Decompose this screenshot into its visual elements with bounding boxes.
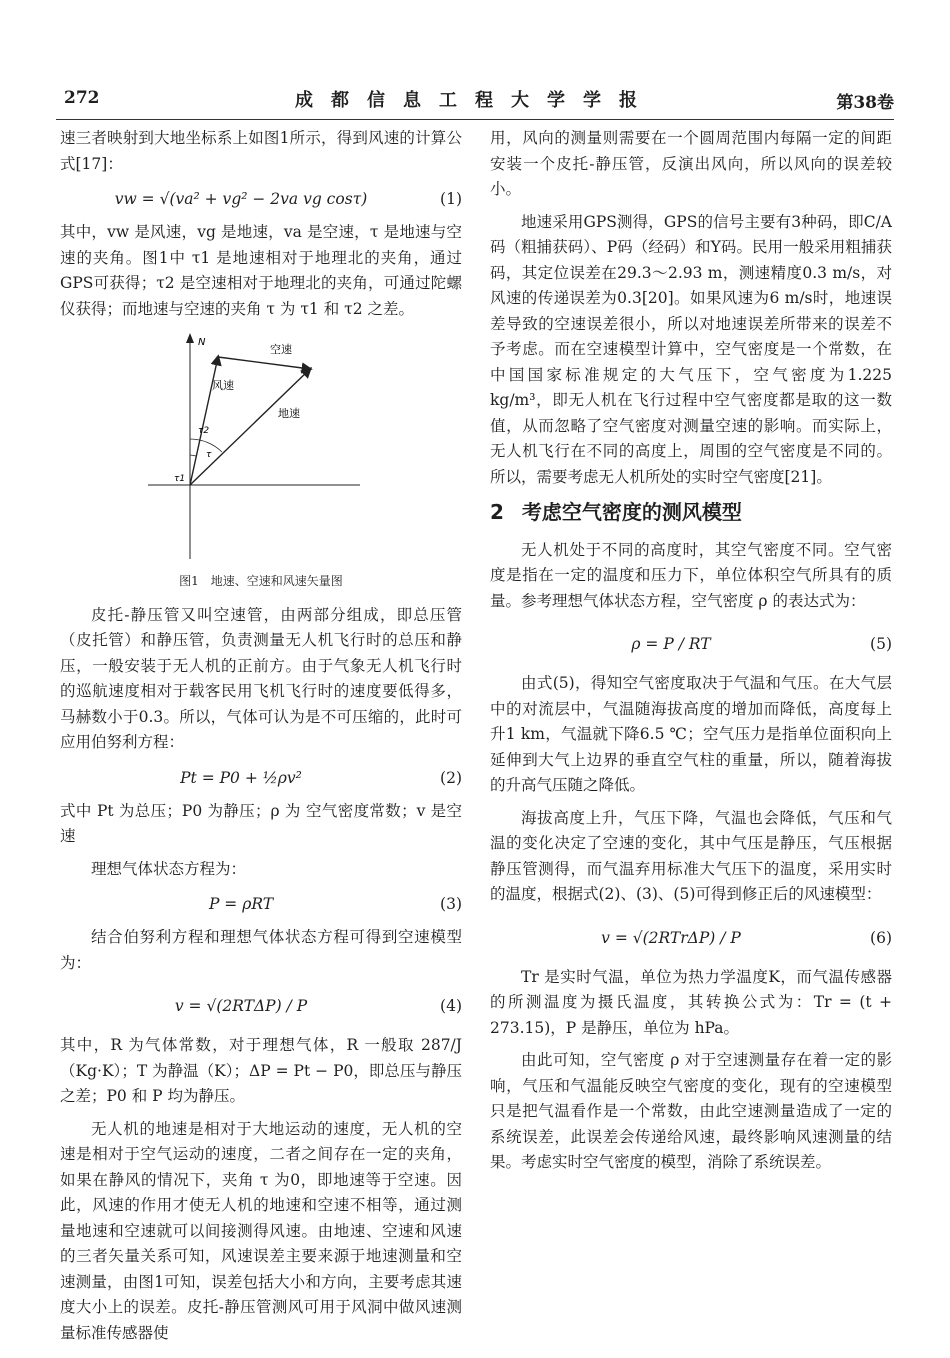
air-label: 空速 (270, 343, 292, 356)
equation-expression: vw = √(va² + vg² − 2va vg cosτ) (114, 190, 368, 208)
paragraph: 用，风向的测量则需要在一个圆周范围内每隔一定的间距安装一个皮托-静压管，反演出风向，所以风向的误差较小。 (490, 129, 892, 198)
section-title: 考虑空气密度的测风模型 (521, 500, 742, 524)
equation-4 (60, 983, 462, 1029)
north-label: N (198, 337, 206, 348)
equation-expression: ρ = P / RT (631, 635, 711, 653)
equation-3 (60, 889, 462, 921)
air-speed-vector (190, 357, 218, 485)
tau2-label: τ2 (198, 426, 210, 436)
vector-diagram (120, 329, 380, 569)
paragraph: 地速采用GPS测得，GPS的信号主要有3种码，即C/A码（粗捕获码）、P码（经码）和Y码。民用一般采用粗捕获码，其定位误差在29.3～2.93 m，测速精度0.3 m/s，对风速的传递误差为0.3[20]。如果风速为6 m/s时，地速误差导致的空速误差很小，所以对地速误差所带来的误差不予考虑。而在空速模型计算中，空气密度是一个常数，在中国国家标准规定的大气压下，空气密度为1.225 kg/m³，即无人机在飞行过程中空气密度都是取的这一数值，从而忽略了空气密度对测量空速的影响。而实际上，无人机飞行在不同的高度上，周围的空气密度是不同的。所以，需要考虑无人机所处的实时空气密度[21]。 (490, 212, 892, 486)
section-number: 2 (490, 500, 504, 524)
equation-5 (490, 621, 892, 667)
wind-label: 风速 (212, 379, 234, 392)
equation-expression: Pt = P0 + ½ρv² (180, 768, 302, 787)
tau1-label: τ1 (174, 474, 186, 484)
equation-number: (6) (870, 928, 892, 947)
equation-number: (1) (440, 190, 462, 208)
paragraph: 无人机处于不同的高度时，其空气密度不同。空气密度是指在一定的温度和压力下，单位体积空气所具有的质量。参考理想气体状态方程，空气密度 ρ 的表达式为： (490, 540, 892, 610)
paragraph: 理想气体状态方程为： (91, 859, 247, 878)
paragraph: Tr 是实时气温，单位为热力学温度K，而气温传感器的所测温度为摄氏温度，其转换公式为：Tr = (t + 273.15)，P 是静压，单位为 hPa。 (490, 967, 892, 1037)
equation-expression: v = √(2RTrΔP) / P (601, 928, 741, 947)
paragraph: 无人机的地速是相对于大地运动的速度，无人机的空速是相对于空气运动的速度，二者之间存在一定的夹角，如果在静风的情况下，夹角 τ 为0，即地速等于空速。因此，风速的作用才使无人机的地速和空速不相等，通过测量地速和空速就可以间接测得风速。由地速、空速和风速的三者矢量关系可知，风速误差主要来源于地速测量和空速测量，由图1可知，误差包括大小和方向，主要考虑其速度大小上的误差。皮托-静压管测风可用于风洞中做风速测量标准传感器使 (60, 1119, 462, 1342)
equation-number: (3) (440, 895, 462, 913)
journal-name: 成都信息工程大学学报 (295, 90, 655, 111)
equation-1 (60, 184, 462, 216)
figure-caption: 图1 地速、空速和风速矢量图 (179, 574, 343, 588)
paragraph: 式中 Pt 为总压；P0 为静压；ρ 为 空气密度常数；v 是空速 (60, 801, 462, 845)
equation-number: (5) (870, 635, 892, 653)
page-header (56, 80, 894, 120)
paragraph: 结合伯努利方程和理想气体状态方程可得到空速模型为： (60, 928, 462, 972)
equation-expression: v = √(2RTΔP) / P (174, 997, 308, 1015)
section-heading (490, 500, 892, 526)
page-number: 272 (64, 88, 100, 108)
equation-2 (60, 763, 462, 795)
left-column (60, 126, 462, 1353)
ground-label: 地速 (278, 407, 300, 420)
tau2-arc (190, 455, 196, 456)
paragraph: 其中，R 为气体常数，对于理想气体，R 一般取 287/J（Kg·K）；T 为静温（K）；ΔP = Pt − P0，即总压与静压之差；P0 和 P 均为静压。 (60, 1036, 462, 1105)
wind-speed-vector (218, 357, 310, 369)
paragraph: 海拔高度上升，气压下降，气温也会降低，气压和气温的变化决定了空速的变化，其中气压是静压，气压根据静压管测得，而气温弃用标准大气压下的温度，采用实时的温度，根据式(2)、(3)、(5)可得到修正后的风速模型： (490, 808, 892, 903)
paragraph: 其中，vw 是风速，vg 是地速，va 是空速，τ 是地速与空速的夹角。图1中 τ1 是地速相对于地理北的夹角，通过GPS可获得；τ2 是空速相对于地理北的夹角，可通过陀螺仪获得；而地速与空速的夹角 τ 为 τ1 和 τ2 之差。 (60, 223, 462, 318)
paragraph: 皮托-静压管又叫空速管，由两部分组成，即总压管（皮托管）和静压管，负责测量无人机飞行时的总压和静压，一般安装于无人机的正前方。由于气象无人机飞行时的巡航速度相对于载客民用飞机飞行时的速度要低得多，马赫数小于0.3。所以，气体可认为是不可压缩的，此时可应用伯努利方程： (60, 605, 462, 751)
paragraph: 由式(5)，得知空气密度取决于气温和气压。在大气层中的对流层中，气温随海拔高度的增加而降低，高度每上升1 km，气温就下降6.5 ℃；空气压力是指单位面积向上延伸到大气上边界的垂直空气柱的重量，所以，随着海拔的升高气压随之降低。 (490, 674, 892, 794)
north-arrow-icon (186, 333, 194, 343)
equation-expression: P = ρRT (208, 895, 274, 913)
equation-number: (2) (440, 768, 462, 787)
equation-6 (490, 915, 892, 961)
right-column (490, 126, 892, 1183)
header-rule (56, 119, 894, 120)
paragraph: 由此可知，空气密度 ρ 对于空速测量存在着一定的影响，气压和气温能反映空气密度的变化，现有的空速模型只是把气温看作是一个常数，由此空速测量造成了一定的系统误差，此误差会传递给风速，最终影响风速测量的结果。考虑实时空气密度的模型，消除了系统误差。 (490, 1051, 892, 1171)
paragraph: 速三者映射到大地坐标系上如图1所示，得到风速的计算公式[17]： (60, 129, 462, 173)
tau-label: τ (206, 450, 212, 460)
equation-number: (4) (440, 997, 462, 1015)
figure-1 (60, 329, 462, 569)
volume-label: 第38卷 (836, 93, 894, 113)
